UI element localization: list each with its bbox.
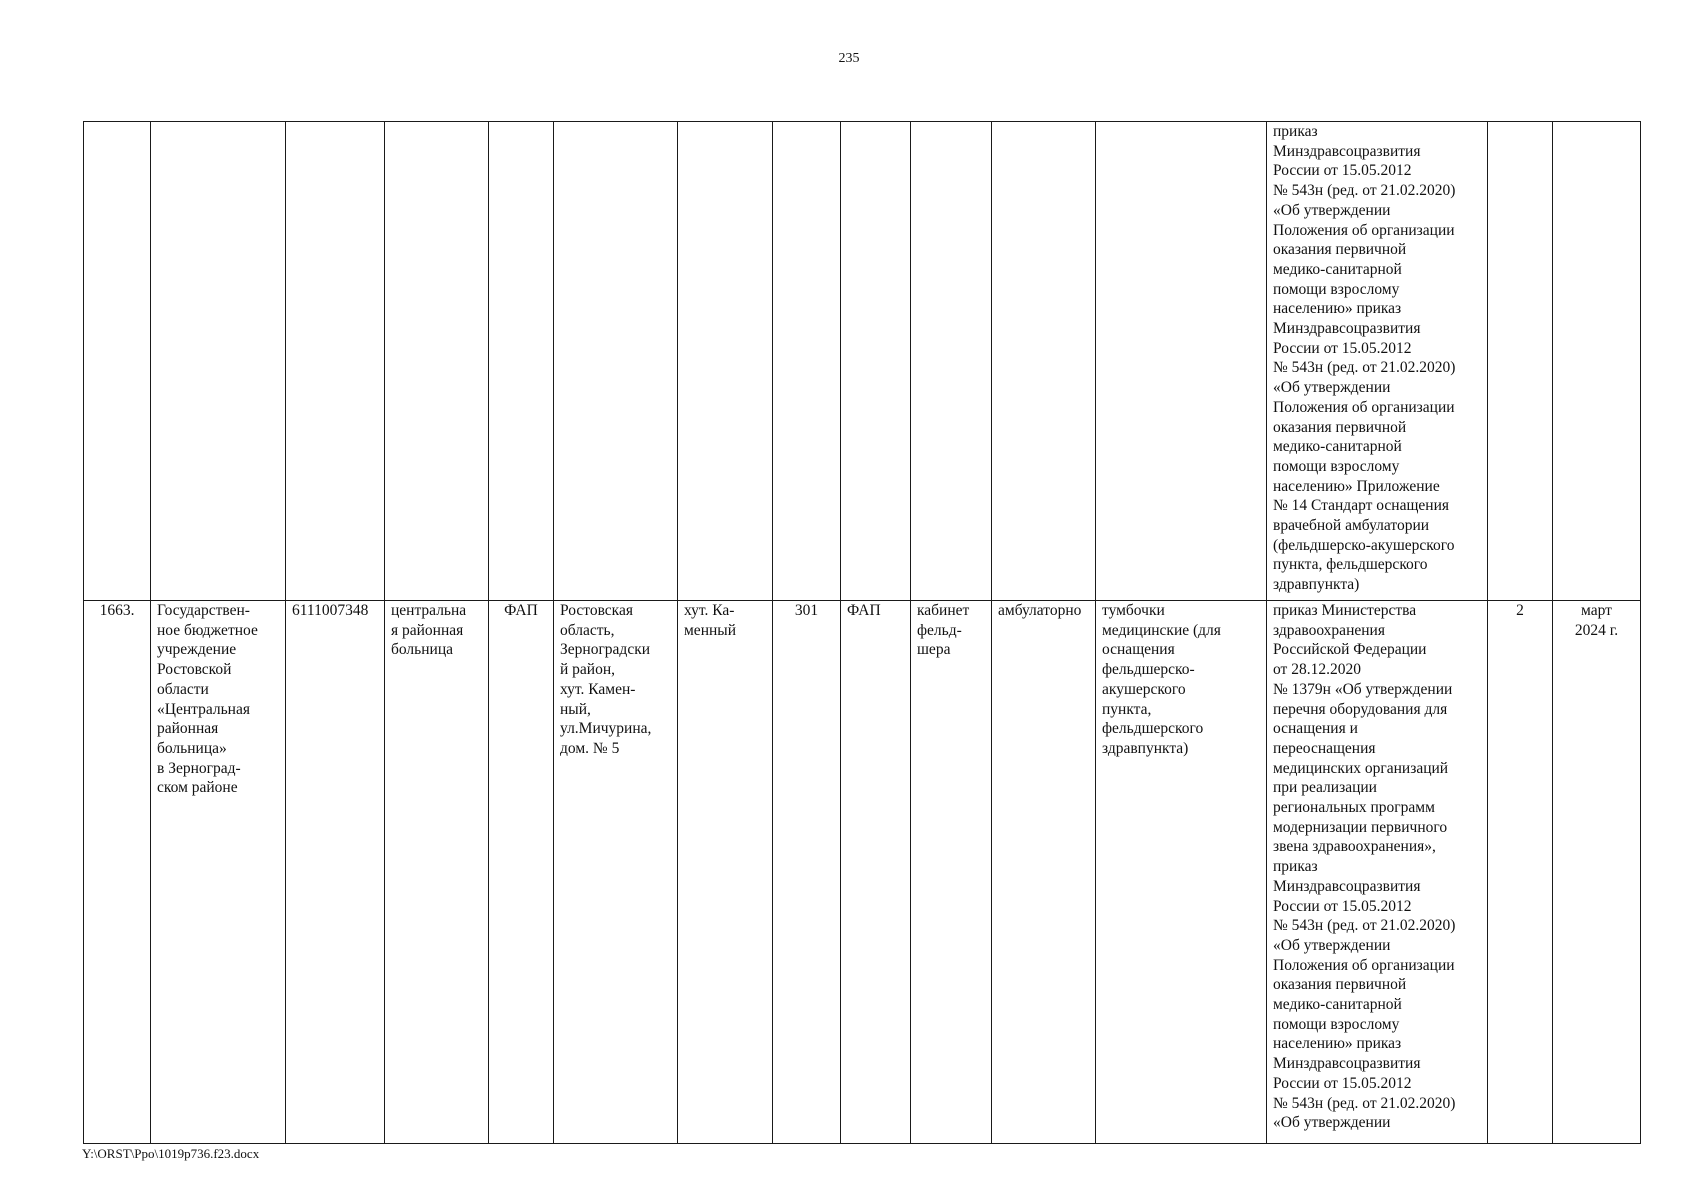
equipment-table	[83, 121, 1641, 1144]
cell-equipment	[1096, 601, 1267, 1144]
cell-inn	[286, 601, 385, 1144]
cell-inn	[286, 122, 385, 601]
cell-address	[554, 122, 678, 601]
cell-settlement	[678, 601, 773, 1144]
cell-quantity	[1488, 122, 1553, 601]
cell-equipment	[1096, 122, 1267, 601]
cell-deadline	[1553, 601, 1641, 1144]
cell-institution-type	[385, 601, 489, 1144]
inn-value: 6111007348	[292, 602, 369, 619]
population: 301	[794, 602, 819, 619]
table-row-1663	[84, 601, 1641, 1144]
cell-number	[84, 601, 151, 1144]
cell-room	[911, 122, 992, 601]
room: кабинет фельд- шера	[917, 602, 970, 659]
equipment: тумбочки медицинские (для оснащения фельдшерско- акушерского пункта, фельдшерского здравпункта)	[1102, 602, 1221, 757]
cell-unit-short	[841, 601, 911, 1144]
institution-type: центральна я районная больница	[391, 602, 467, 659]
row-number: 1663.	[99, 602, 135, 619]
institution-name: Государствен- ное бюджетное учреждение Ростовской области «Центральная районная больница» в Зерноград- ском районе	[157, 602, 258, 797]
cell-number	[84, 122, 151, 601]
cell-quantity	[1488, 601, 1553, 1144]
cell-room	[911, 601, 992, 1144]
cell-legal-basis	[1267, 122, 1488, 601]
cell-unit-type	[489, 601, 554, 1144]
cell-unit-type	[489, 122, 554, 601]
unit-type: ФАП	[504, 602, 538, 619]
legal-basis-text: приказ Министерства здравоохранения Российской Федерации от 28.12.2020 № 1379н «Об утверждении перечня оборудования для оснащения и переоснащения медицинских организаций при реализации региональных программ модернизации первичного звена здравоохранения», приказ Минздравсоцразвития России от 15.05.2012 № 543н (ред. от 21.02.2020) «Об утверждении Положения об организации оказания первичной медико-санитарной помощи взрослому населению» приказ Минздравсоцразвития России от 15.05.2012 № 543н (ред. от 21.02.2020) «Об утверждении	[1273, 602, 1456, 1132]
cell-care-form	[992, 122, 1096, 601]
deadline: март 2024 г.	[1574, 602, 1619, 639]
cell-care-form	[992, 601, 1096, 1144]
cell-population	[773, 601, 841, 1144]
cell-address	[554, 601, 678, 1144]
legal-basis-text: приказ Минздравсоцразвития России от 15.05.2012 № 543н (ред. от 21.02.2020) «Об утверждении Положения об организации оказания первичной медико-санитарной помощи взрослому населению» приказ Минздравсоцразвития России от 15.05.2012 № 543н (ред. от 21.02.2020) «Об утверждении Положения об организации оказания первичной медико-санитарной помощи взрослому населению» Приложение № 14 Стандарт оснащения врачебной амбулатории (фельдшерско-акушерского пункта, фельдшерского здравпункта)	[1273, 123, 1456, 594]
address: Ростовская область, Зерноградски й район, хут. Камен- ный, ул.Мичурина, дом. № 5	[560, 602, 652, 757]
settlement: хут. Ка- менный	[684, 602, 736, 639]
cell-institution	[151, 122, 286, 601]
cell-institution-type	[385, 122, 489, 601]
footer-file-path: Y:\ORST\Ppo\1019p736.f23.docx	[82, 1146, 260, 1161]
quantity: 2	[1516, 602, 1524, 619]
page-number: 235	[838, 51, 860, 66]
cell-population	[773, 122, 841, 601]
cell-settlement	[678, 122, 773, 601]
unit-short: ФАП	[847, 602, 881, 619]
table-row-continuation	[84, 122, 1641, 601]
cell-institution	[151, 601, 286, 1144]
cell-deadline	[1553, 122, 1641, 601]
cell-unit-short	[841, 122, 911, 601]
cell-legal-basis	[1267, 601, 1488, 1144]
care-form: амбулаторно	[998, 602, 1082, 619]
